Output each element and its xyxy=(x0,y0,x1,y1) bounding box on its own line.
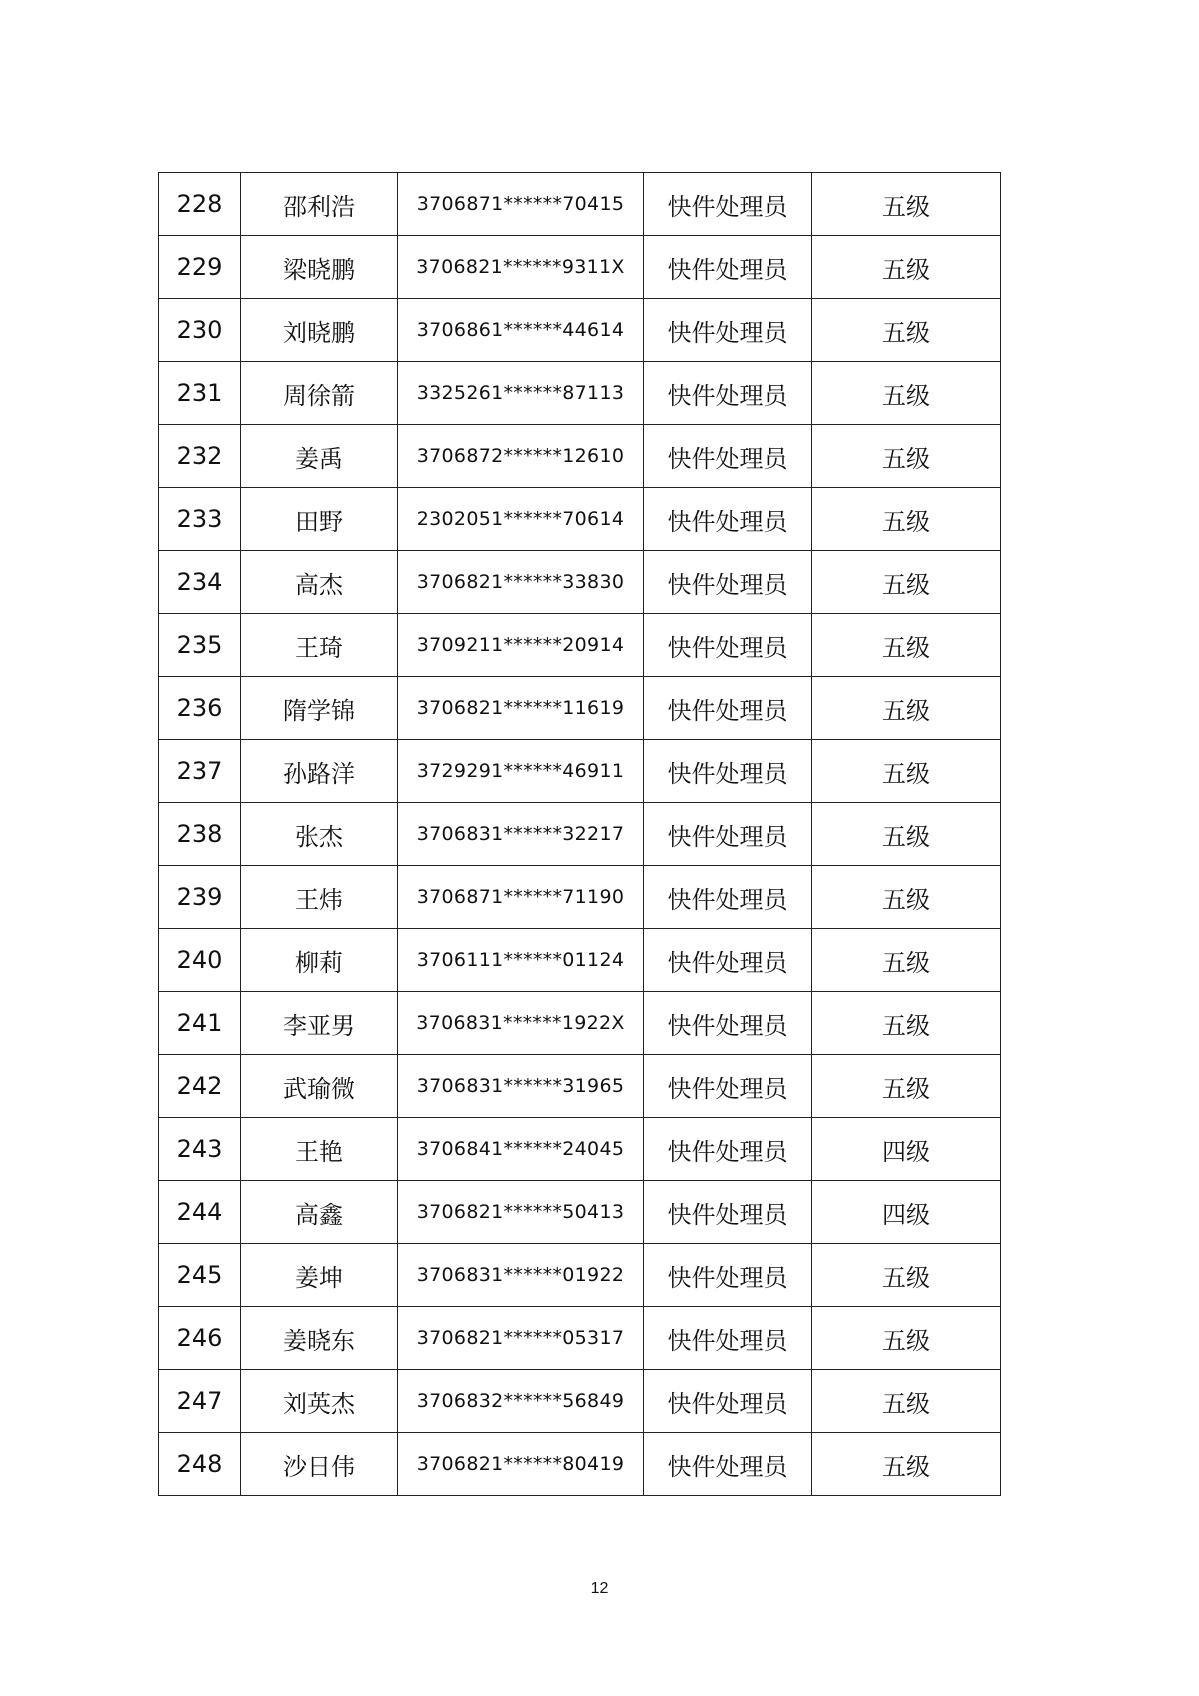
table-row xyxy=(159,1055,1001,1118)
cell-name: 王炜 xyxy=(241,866,398,929)
cell-level: 五级 xyxy=(812,992,1001,1055)
table-row xyxy=(159,992,1001,1055)
cell-id-number: 3706111******01124 xyxy=(398,929,644,992)
table-row xyxy=(159,236,1001,299)
cell-name: 姜坤 xyxy=(241,1244,398,1307)
cell-level: 五级 xyxy=(812,551,1001,614)
table-row xyxy=(159,929,1001,992)
page-number: 12 xyxy=(590,1580,609,1597)
cell-name: 姜禹 xyxy=(241,425,398,488)
cell-occupation: 快件处理员 xyxy=(644,1055,812,1118)
cell-name: 高杰 xyxy=(241,551,398,614)
cell-number: 232 xyxy=(159,425,241,488)
cell-id-number: 3706821******9311X xyxy=(398,236,644,299)
table-row xyxy=(159,614,1001,677)
cell-number: 229 xyxy=(159,236,241,299)
cell-level: 五级 xyxy=(812,236,1001,299)
cell-name: 沙日伟 xyxy=(241,1433,398,1496)
cell-occupation: 快件处理员 xyxy=(644,992,812,1055)
table-row xyxy=(159,425,1001,488)
cell-level: 五级 xyxy=(812,1433,1001,1496)
cell-occupation: 快件处理员 xyxy=(644,1244,812,1307)
cell-name: 刘英杰 xyxy=(241,1370,398,1433)
cell-level: 四级 xyxy=(812,1118,1001,1181)
cell-level: 四级 xyxy=(812,1181,1001,1244)
cell-level: 五级 xyxy=(812,740,1001,803)
table-row xyxy=(159,677,1001,740)
cell-level: 五级 xyxy=(812,299,1001,362)
cell-number: 230 xyxy=(159,299,241,362)
cell-number: 245 xyxy=(159,1244,241,1307)
cell-name: 柳莉 xyxy=(241,929,398,992)
table-row xyxy=(159,173,1001,236)
cell-id-number: 3706841******24045 xyxy=(398,1118,644,1181)
cell-number: 231 xyxy=(159,362,241,425)
roster-table xyxy=(158,172,1001,1496)
cell-number: 236 xyxy=(159,677,241,740)
table-row xyxy=(159,551,1001,614)
cell-number: 243 xyxy=(159,1118,241,1181)
cell-name: 隋学锦 xyxy=(241,677,398,740)
cell-number: 238 xyxy=(159,803,241,866)
table-row xyxy=(159,803,1001,866)
cell-id-number: 3729291******46911 xyxy=(398,740,644,803)
table-row xyxy=(159,488,1001,551)
cell-name: 王琦 xyxy=(241,614,398,677)
cell-occupation: 快件处理员 xyxy=(644,677,812,740)
table-row xyxy=(159,299,1001,362)
cell-occupation: 快件处理员 xyxy=(644,614,812,677)
cell-name: 李亚男 xyxy=(241,992,398,1055)
cell-id-number: 3706821******11619 xyxy=(398,677,644,740)
cell-id-number: 3706831******32217 xyxy=(398,803,644,866)
table-row xyxy=(159,1307,1001,1370)
cell-number: 237 xyxy=(159,740,241,803)
cell-name: 武瑜微 xyxy=(241,1055,398,1118)
cell-level: 五级 xyxy=(812,1370,1001,1433)
table-row xyxy=(159,362,1001,425)
cell-level: 五级 xyxy=(812,929,1001,992)
cell-number: 242 xyxy=(159,1055,241,1118)
cell-id-number: 3706821******80419 xyxy=(398,1433,644,1496)
cell-name: 孙路洋 xyxy=(241,740,398,803)
cell-id-number: 3706871******71190 xyxy=(398,866,644,929)
cell-id-number: 3709211******20914 xyxy=(398,614,644,677)
table-row xyxy=(159,1433,1001,1496)
cell-id-number: 3706821******50413 xyxy=(398,1181,644,1244)
cell-id-number: 3706831******31965 xyxy=(398,1055,644,1118)
cell-occupation: 快件处理员 xyxy=(644,1118,812,1181)
cell-occupation: 快件处理员 xyxy=(644,1307,812,1370)
cell-number: 247 xyxy=(159,1370,241,1433)
cell-id-number: 3706832******56849 xyxy=(398,1370,644,1433)
cell-name: 王艳 xyxy=(241,1118,398,1181)
cell-name: 张杰 xyxy=(241,803,398,866)
cell-occupation: 快件处理员 xyxy=(644,803,812,866)
cell-number: 233 xyxy=(159,488,241,551)
table-row xyxy=(159,1244,1001,1307)
cell-id-number: 3325261******87113 xyxy=(398,362,644,425)
cell-id-number: 3706831******1922X xyxy=(398,992,644,1055)
cell-name: 姜晓东 xyxy=(241,1307,398,1370)
cell-name: 邵利浩 xyxy=(241,173,398,236)
cell-name: 田野 xyxy=(241,488,398,551)
cell-number: 234 xyxy=(159,551,241,614)
cell-level: 五级 xyxy=(812,425,1001,488)
cell-number: 248 xyxy=(159,1433,241,1496)
cell-id-number: 3706821******05317 xyxy=(398,1307,644,1370)
cell-id-number: 3706861******44614 xyxy=(398,299,644,362)
cell-id-number: 3706821******33830 xyxy=(398,551,644,614)
cell-number: 239 xyxy=(159,866,241,929)
cell-number: 235 xyxy=(159,614,241,677)
cell-occupation: 快件处理员 xyxy=(644,866,812,929)
cell-number: 241 xyxy=(159,992,241,1055)
cell-occupation: 快件处理员 xyxy=(644,173,812,236)
cell-occupation: 快件处理员 xyxy=(644,299,812,362)
cell-occupation: 快件处理员 xyxy=(644,1181,812,1244)
table-row xyxy=(159,1118,1001,1181)
cell-occupation: 快件处理员 xyxy=(644,1433,812,1496)
cell-name: 梁晓鹏 xyxy=(241,236,398,299)
cell-level: 五级 xyxy=(812,1244,1001,1307)
roster-body xyxy=(159,173,1001,1496)
table-row xyxy=(159,740,1001,803)
cell-number: 228 xyxy=(159,173,241,236)
cell-level: 五级 xyxy=(812,1055,1001,1118)
table-row xyxy=(159,1370,1001,1433)
cell-level: 五级 xyxy=(812,173,1001,236)
cell-occupation: 快件处理员 xyxy=(644,488,812,551)
cell-name: 周徐箭 xyxy=(241,362,398,425)
cell-id-number: 3706872******12610 xyxy=(398,425,644,488)
cell-occupation: 快件处理员 xyxy=(644,236,812,299)
cell-occupation: 快件处理员 xyxy=(644,1370,812,1433)
cell-occupation: 快件处理员 xyxy=(644,929,812,992)
cell-number: 244 xyxy=(159,1181,241,1244)
cell-level: 五级 xyxy=(812,362,1001,425)
cell-occupation: 快件处理员 xyxy=(644,740,812,803)
cell-level: 五级 xyxy=(812,866,1001,929)
table-row xyxy=(159,1181,1001,1244)
cell-level: 五级 xyxy=(812,614,1001,677)
cell-level: 五级 xyxy=(812,803,1001,866)
cell-name: 高鑫 xyxy=(241,1181,398,1244)
cell-level: 五级 xyxy=(812,677,1001,740)
cell-level: 五级 xyxy=(812,488,1001,551)
table-row xyxy=(159,866,1001,929)
cell-id-number: 2302051******70614 xyxy=(398,488,644,551)
cell-id-number: 3706871******70415 xyxy=(398,173,644,236)
cell-occupation: 快件处理员 xyxy=(644,551,812,614)
cell-level: 五级 xyxy=(812,1307,1001,1370)
cell-occupation: 快件处理员 xyxy=(644,362,812,425)
cell-occupation: 快件处理员 xyxy=(644,425,812,488)
cell-name: 刘晓鹏 xyxy=(241,299,398,362)
cell-id-number: 3706831******01922 xyxy=(398,1244,644,1307)
cell-number: 246 xyxy=(159,1307,241,1370)
cell-number: 240 xyxy=(159,929,241,992)
